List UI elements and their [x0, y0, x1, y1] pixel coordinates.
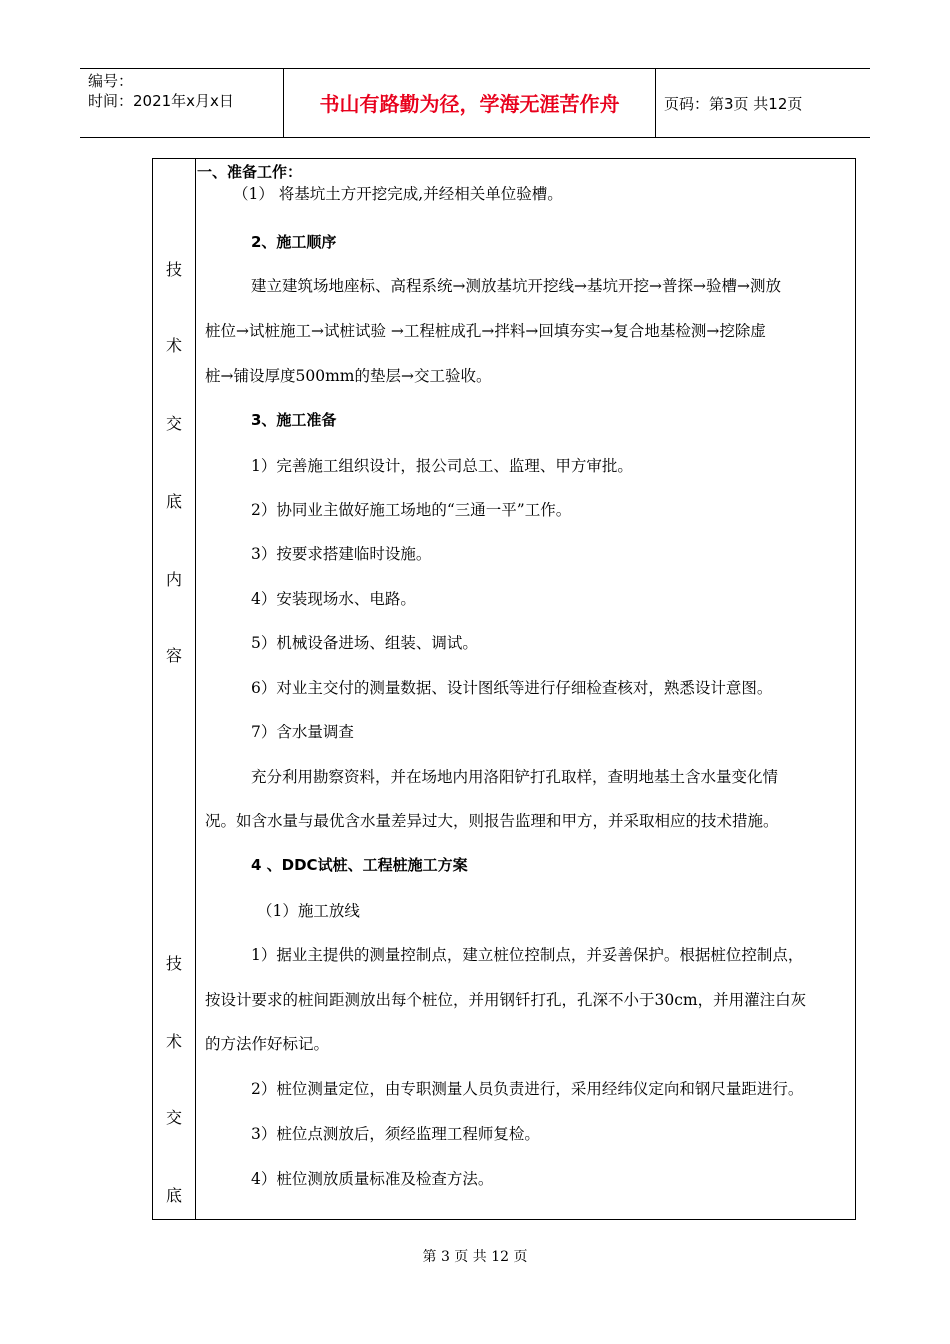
document-time: 时间：2021年x月x日: [88, 92, 234, 110]
section-heading: 3、施工准备: [251, 411, 337, 429]
section-heading: 2、施工顺序: [251, 233, 337, 251]
side-label: 技: [165, 260, 182, 279]
section-heading: 一、准备工作：: [197, 163, 303, 181]
list-item: 2）桩位测量定位，由专职测量人员负责进行，采用经纬仪定向和钢尺量距进行。: [251, 1080, 804, 1098]
header-motto: 书山有路勤为径，学海无涯苦作舟: [319, 92, 620, 116]
side-label: 技: [165, 954, 182, 973]
side-label: 术: [165, 1032, 182, 1051]
paragraph-line: 充分利用勘察资料，并在场地内用洛阳铲打孔取样，查明地基土含水量变化情: [251, 768, 779, 786]
page-footer: 第 3 页 共 12 页: [422, 1249, 528, 1265]
list-item: 2）协同业主做好施工场地的“三通一平”工作。: [251, 501, 572, 519]
column-divider: [195, 159, 196, 1219]
paragraph: （1） 将基坑土方开挖完成,并经相关单位验槽。: [233, 185, 563, 203]
header-page-info: 页码：第3页 共12页: [664, 95, 803, 113]
section-heading: 4 、DDC试桩、工程桩施工方案: [251, 856, 468, 874]
side-label: 内: [165, 570, 182, 589]
list-item: 6）对业主交付的测量数据、设计图纸等进行仔细检查核对，熟悉设计意图。: [251, 679, 773, 697]
list-item: 5）机械设备进场、组装、调试。: [251, 634, 478, 652]
paragraph-line: 1）据业主提供的测量控制点，建立桩位控制点，并妥善保护。根据桩位控制点，: [251, 946, 804, 964]
list-item: 1）完善施工组织设计，报公司总工、监理、甲方审批。: [251, 457, 633, 475]
side-label: 交: [165, 414, 182, 433]
paragraph-line: 桩位→试桩施工→试桩试验 →工程桩成孔→拌料→回填夯实→复合地基检测→挖除虚: [205, 322, 766, 340]
sub-heading: （1）施工放线: [257, 902, 360, 920]
list-item: 4）安装现场水、电路。: [251, 590, 416, 608]
page-header: [80, 68, 870, 138]
paragraph-line: 桩→铺设厚度500mm的垫层→交工验收。: [205, 367, 492, 385]
side-label: 底: [165, 492, 182, 511]
list-item: 3）桩位点测放后，须经监理工程师复检。: [251, 1125, 540, 1143]
disclosure-table: [152, 158, 856, 1220]
document-number-label: 编号：: [88, 72, 134, 90]
paragraph-line: 的方法作好标记。: [205, 1035, 330, 1053]
header-meta: [88, 71, 288, 111]
list-item: 3）按要求搭建临时设施。: [251, 545, 432, 563]
paragraph-line: 建立建筑场地座标、高程系统→测放基坑开挖线→基坑开挖→普探→验槽→测放: [251, 277, 781, 295]
list-item: 4）桩位测放质量标准及检查方法。: [251, 1170, 494, 1188]
paragraph-line: 况。如含水量与最优含水量差异过大，则报告监理和甲方，并采取相应的技术措施。: [205, 812, 779, 830]
side-label: 底: [165, 1186, 182, 1205]
side-label: 交: [165, 1108, 182, 1127]
side-label: 容: [165, 646, 182, 665]
paragraph-line: 按设计要求的桩间距测放出每个桩位，并用钢钎打孔，孔深不小于30cm，并用灌注白灰: [205, 991, 807, 1009]
header-divider: [655, 69, 656, 137]
side-label: 术: [165, 336, 182, 355]
list-item: 7）含水量调查: [251, 723, 354, 741]
